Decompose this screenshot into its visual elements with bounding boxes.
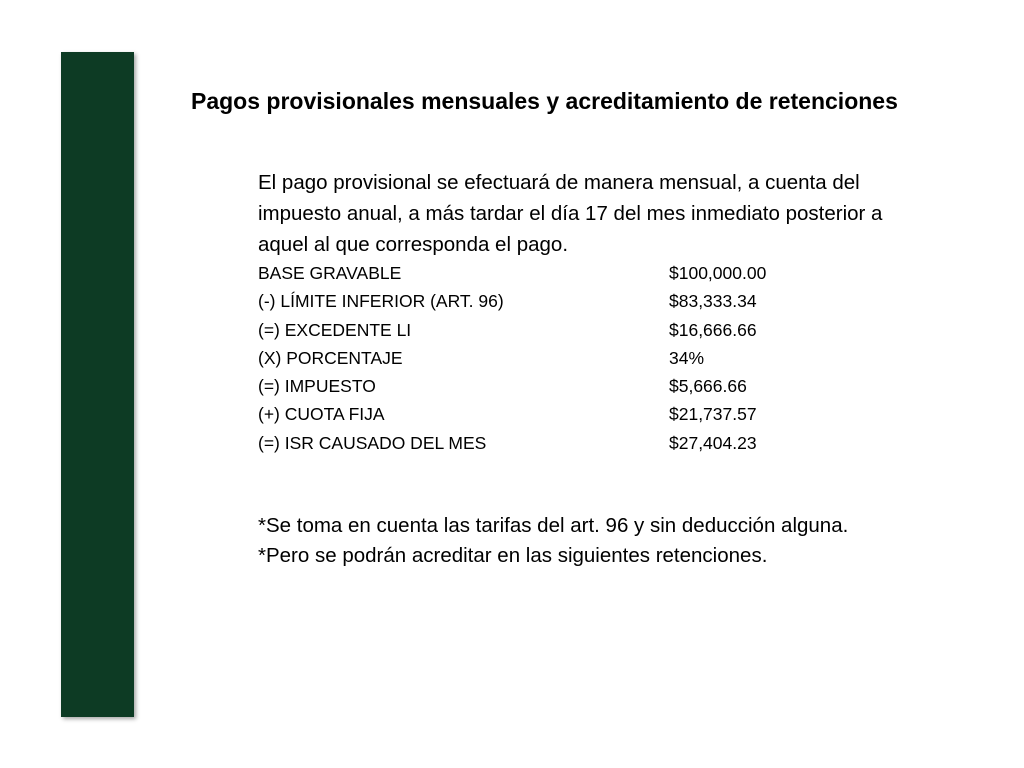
note-text: *Se toma en cuenta las tarifas del art. 96 y sin deducción alguna. — [258, 514, 849, 537]
accent-bar — [61, 52, 134, 717]
table-row — [258, 400, 766, 428]
table-row — [258, 372, 766, 400]
calc-concept: (X) PORCENTAJE — [258, 347, 403, 368]
calc-concept: (=) IMPUESTO — [258, 376, 376, 397]
slide-title: Pagos provisionales mensuales y acreditamiento de retenciones — [191, 88, 898, 114]
calc-value: $5,666.66 — [669, 376, 747, 397]
intro-paragraph: El pago provisional se efectuará de manera mensual, a cuenta del impuesto anual, a más tardar el día 17 del mes inmediato posterior a aquel al que corresponda el pago. — [258, 171, 883, 256]
notes — [258, 511, 898, 571]
table-row — [258, 259, 766, 287]
calc-concept: (=) ISR CAUSADO DEL MES — [258, 432, 487, 453]
table-row — [258, 429, 766, 457]
calc-value: $100,000.00 — [669, 263, 767, 283]
calc-value: $21,737.57 — [669, 404, 757, 425]
calc-concept: (+) CUOTA FIJA — [258, 404, 385, 425]
note-text: *Pero se podrán acreditar en las siguientes retenciones. — [258, 544, 768, 567]
calc-value: 34% — [669, 347, 705, 368]
calc-concept: (=) EXCEDENTE LI — [258, 319, 412, 340]
calc-concept: (-) LÍMITE INFERIOR (ART. 96) — [258, 291, 504, 312]
calc-value: $27,404.23 — [669, 432, 757, 453]
calculation-table — [258, 259, 766, 457]
table-row — [258, 344, 766, 372]
calc-value: $16,666.66 — [669, 319, 757, 340]
calc-value: $83,333.34 — [669, 291, 757, 312]
table-row — [258, 316, 766, 344]
table-row — [258, 287, 766, 315]
calc-concept: BASE GRAVABLE — [258, 263, 402, 283]
